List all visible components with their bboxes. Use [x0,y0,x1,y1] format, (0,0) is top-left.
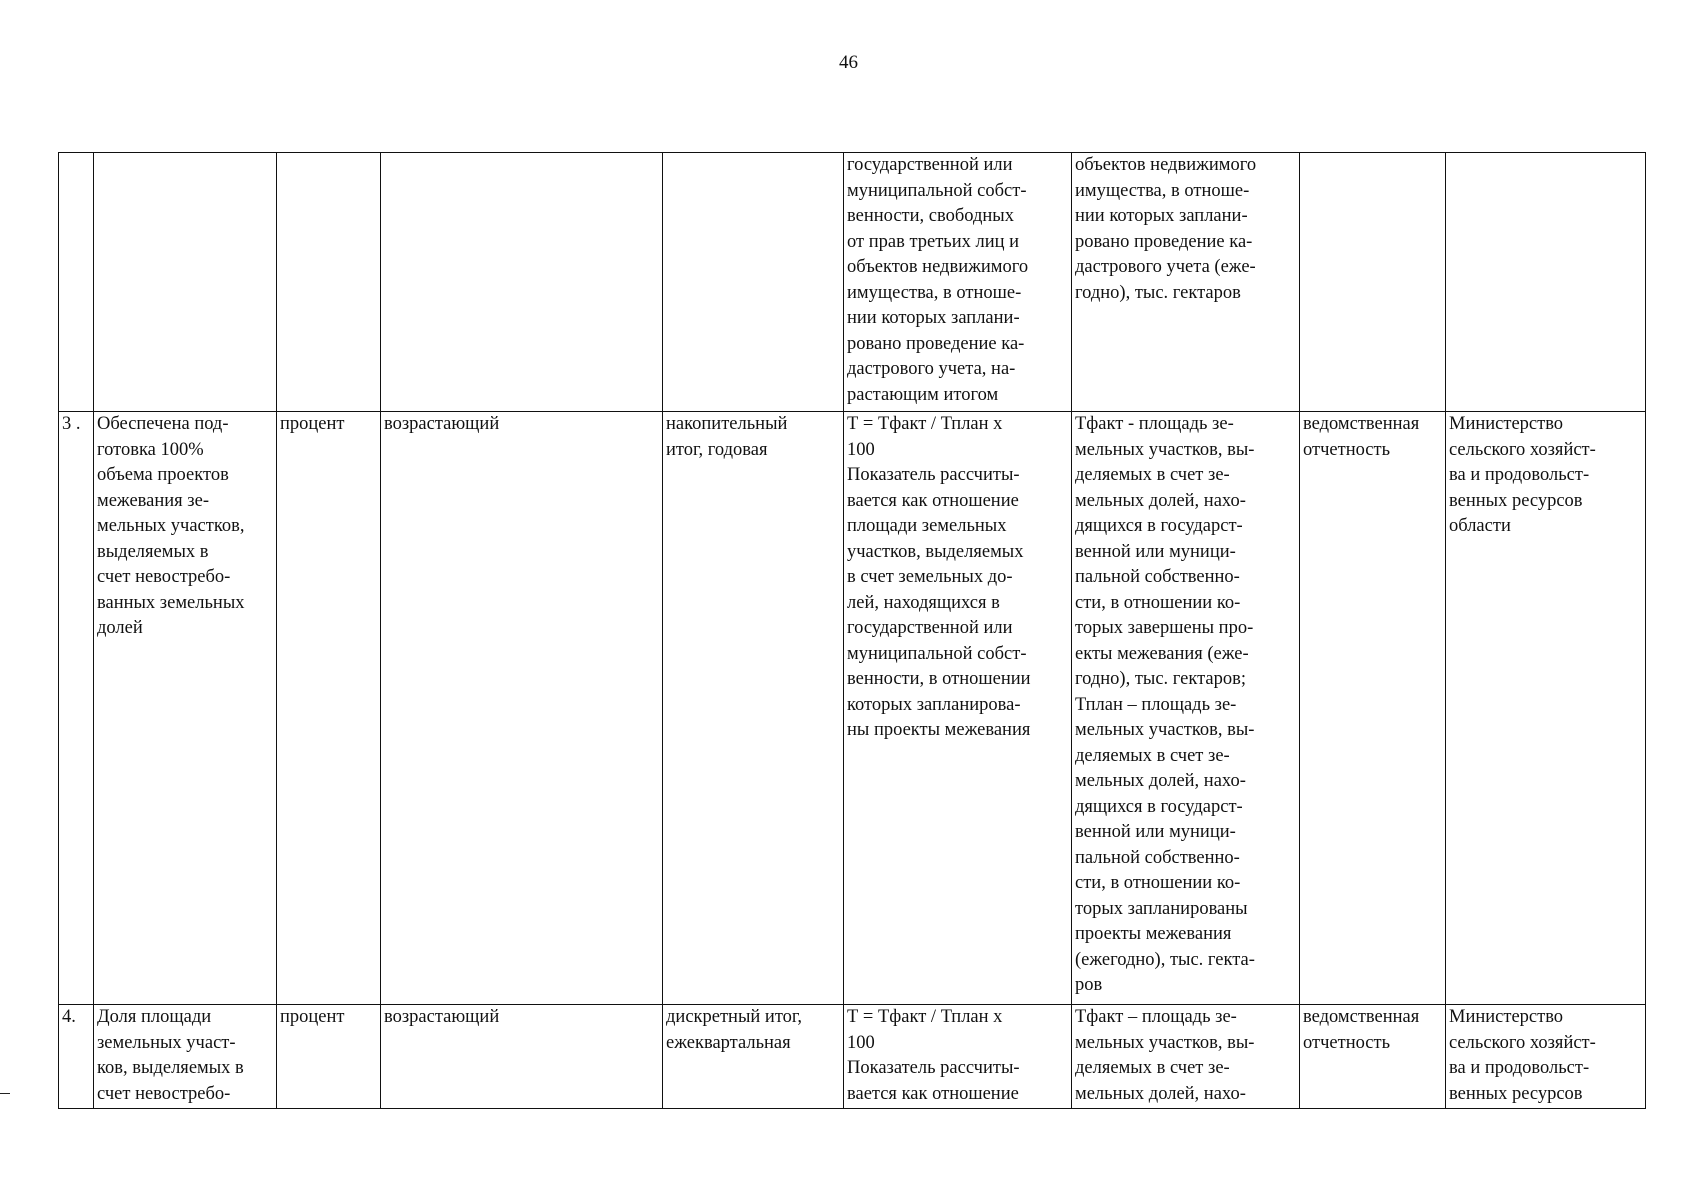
cell-text-line: Доля площади [97,1007,212,1027]
cell-text-line: ванных земельных [97,592,245,613]
cell-text-line: проекты межевания [1075,924,1232,944]
cell-text-line: дискретный итог, [666,1007,803,1027]
cell-text-line: государственной или [847,155,1013,175]
cell-variables [1072,153,1300,412]
cell-text-line: объема проектов [97,465,229,485]
cell-text-line: дящихся в государст- [1075,516,1243,536]
cell-text-line: Обеспечена под- [97,414,229,434]
cell-text-line: ров [1075,975,1103,995]
cell-text-line: ровано проведение ка- [1075,231,1253,252]
cell-text-line: ны проекты межевания [847,720,1031,740]
cell-unit: процент [277,412,381,1005]
cell-text-line: торых запланированы [1075,898,1248,919]
cell-unit: процент [277,1005,381,1109]
cell-dynamics [381,153,663,412]
cell-text-line: растающим итогом [847,384,999,405]
cell-text-line: ва и продовольст- [1449,465,1590,485]
cell-text-line: счет невостребо- [97,567,231,587]
cell-indicator-name [94,153,277,412]
cell-text-line: нии которых заплани- [847,308,1020,328]
cell-text-line: мельных долей, нахо- [1075,1083,1246,1104]
cell-text-line: венных ресурсов [1449,490,1583,511]
table-row [59,1005,1646,1109]
cell-text-line: деляемых в счет зе- [1075,1058,1230,1078]
cell-text-line: долей [97,618,143,638]
cell-unit [277,153,381,412]
cell-text-line: сти, в отношении ко- [1075,592,1241,613]
cell-period [663,412,844,1005]
cell-variables [1072,1005,1300,1109]
cell-text-line: мельных долей, нахо- [1075,771,1246,791]
cell-text-line: межевания зе- [97,490,209,511]
cell-text-line: Показатель рассчиты- [847,1058,1020,1078]
cell-indicator-name [94,1005,277,1109]
cell-period [663,1005,844,1109]
cell-text-line: земельных участ- [97,1032,236,1053]
table-row [59,153,1646,412]
cell-text-line: венной или муници- [1075,541,1236,562]
cell-text-line: области [1449,516,1511,536]
cell-text-line: ежеквартальная [666,1032,791,1053]
cell-text-line: Показатель рассчиты- [847,465,1020,485]
cell-text-line: лей, находящихся в [847,592,1000,613]
cell-text-line: дастрового учета (еже- [1075,257,1256,277]
cell-text-line: 100 [847,1032,875,1053]
cell-text-line: нии которых заплани- [1075,206,1248,226]
cell-text-line: венности, свободных [847,206,1014,226]
cell-num: 3 . [59,412,94,1005]
cell-text-line: накопительный [666,414,788,434]
cell-dynamics: возрастающий [381,412,663,1005]
cell-source [1300,153,1446,412]
cell-formula [844,1005,1072,1109]
cell-text-line: венной или муници- [1075,822,1236,842]
cell-text-line: Тплан – площадь зе- [1075,694,1237,715]
cell-text-line: ва и продовольст- [1449,1058,1590,1078]
cell-text-line: участков, выделяемых [847,541,1024,562]
cell-text-line: (ежегодно), тыс. гекта- [1075,949,1255,970]
cell-text-line: муниципальной собст- [847,180,1027,201]
cell-period [663,153,844,412]
cell-text-line: екты межевания (еже- [1075,643,1249,664]
cell-text-line: имущества, в отноше- [847,282,1022,303]
cell-text-line: Министерство [1449,1007,1564,1027]
cell-responsible [1446,412,1646,1005]
cell-text-line: объектов недвижимого [847,257,1029,277]
cell-text-line: мельных долей, нахо- [1075,490,1246,511]
cell-text-line: Тфакт – площадь зе- [1075,1007,1237,1027]
cell-text-line: Тфакт - площадь зе- [1075,414,1234,434]
cell-text-line: ровано проведение ка- [847,333,1025,354]
scan-edge-mark [0,1093,10,1094]
cell-responsible [1446,1005,1646,1109]
cell-text-line: мельных участков, вы- [1075,439,1255,460]
cell-text-line: отчетность [1303,439,1391,460]
cell-text-line: дастрового учета, на- [847,359,1016,379]
cell-text-line: мельных участков, [97,516,245,536]
cell-text-line: годно), тыс. гектаров; [1075,669,1246,689]
cell-text-line: мельных участков, вы- [1075,1032,1255,1053]
cell-text-line: которых запланирова- [847,694,1021,715]
cell-source [1300,412,1446,1005]
cell-text-line: муниципальной собст- [847,643,1027,664]
cell-text-line: счет невостребо- [97,1083,231,1104]
cell-text-line: 100 [847,439,875,460]
cell-text-line: сельского хозяйст- [1449,1032,1596,1053]
cell-num: 4. [59,1005,94,1109]
cell-text-line: торых завершены про- [1075,618,1254,638]
cell-text-line: выделяемых в [97,541,209,562]
table-row [59,412,1646,1005]
cell-text-line: деляемых в счет зе- [1075,465,1230,485]
cell-num [59,153,94,412]
cell-text-line: ков, выделяемых в [97,1058,244,1078]
cell-source [1300,1005,1446,1109]
cell-text-line: мельных участков, вы- [1075,720,1255,740]
cell-dynamics: возрастающий [381,1005,663,1109]
cell-text-line: имущества, в отноше- [1075,180,1250,201]
cell-text-line: от прав третьих лиц и [847,231,1020,252]
cell-text-line: сельского хозяйст- [1449,439,1596,460]
cell-text-line: венных ресурсов [1449,1083,1583,1104]
cell-formula [844,412,1072,1005]
cell-formula [844,153,1072,412]
cell-text-line: итог, годовая [666,439,768,460]
cell-text-line: Т = Тфакт / Тплан х [847,414,1003,434]
cell-text-line: пальной собственно- [1075,847,1240,868]
page-number: 46 [839,52,858,73]
cell-text-line: вается как отношение [847,490,1019,511]
cell-text-line: пальной собственно- [1075,567,1240,587]
cell-text-line: деляемых в счет зе- [1075,745,1230,766]
cell-text-line: сти, в отношении ко- [1075,873,1241,893]
cell-text-line: дящихся в государст- [1075,796,1243,817]
cell-text-line: Министерство [1449,414,1564,434]
cell-variables [1072,412,1300,1005]
cell-text-line: венности, в отношении [847,669,1031,689]
cell-text-line: ведомственная [1303,414,1420,434]
cell-text-line: ведомственная [1303,1007,1420,1027]
cell-responsible [1446,153,1646,412]
cell-indicator-name [94,412,277,1005]
cell-text-line: площади земельных [847,516,1007,536]
indicators-table [58,152,1646,1109]
cell-text-line: государственной или [847,618,1013,638]
cell-text-line: отчетность [1303,1032,1391,1053]
cell-text-line: вается как отношение [847,1083,1019,1104]
cell-text-line: объектов недвижимого [1075,155,1257,175]
cell-text-line: годно), тыс. гектаров [1075,282,1241,303]
cell-text-line: в счет земельных до- [847,567,1013,587]
cell-text-line: готовка 100% [97,439,204,460]
cell-text-line: Т = Тфакт / Тплан х [847,1007,1003,1027]
